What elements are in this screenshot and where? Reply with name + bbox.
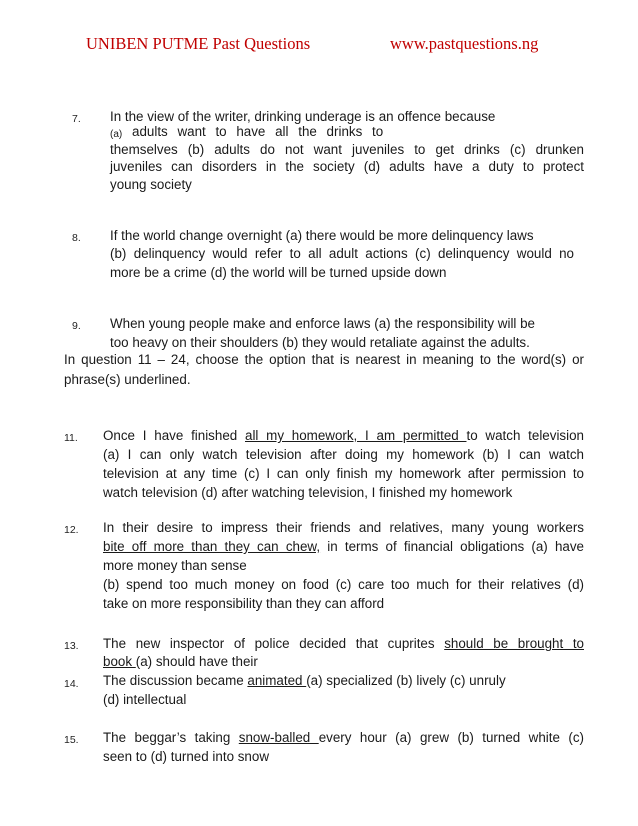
question-text: (d) intellectual [103,692,187,707]
question-number: 11. [64,432,78,444]
question-text: In the view of the writer, drinking underage is an offence because [110,109,496,124]
question-number: 15. [64,734,79,746]
question-text: take on more responsibility than they can afford [103,596,385,611]
question-text: The discussion became animated (a) specialized (b) lively (c) unruly [103,673,506,688]
underlined-phrase: bite off more than they can chew, [103,539,321,554]
question-text: The new inspector of police decided that cuprites should be brought to [103,636,584,651]
question-number: 14. [64,678,79,690]
question-number: 13. [64,640,79,652]
question-text: themselves (b) adults do not want juveniles to get drinks (c) drunken [110,142,584,157]
question-text: (b) spend too much money on food (c) care too much for their relatives (d) [103,577,584,592]
underlined-phrase: snow-balled [238,730,319,745]
question-text: (a) I can only watch television after doing my homework (b) I can watch [103,447,584,462]
question-text: too heavy on their shoulders (b) they would retaliate against the adults. [110,335,530,350]
question-number: 12. [64,524,79,536]
question-text: more money than sense [103,558,247,573]
question-number: 8. [72,232,81,244]
question-text: book (a) should have their [103,654,258,669]
question-text: seen to (d) turned into snow [103,749,269,764]
instruction-text: In question 11 – 24, choose the option that is nearest in meaning to the word(s) or [64,352,584,367]
header-title: UNIBEN PUTME Past Questions [86,34,311,53]
question-text: Once I have finished all my homework, I am permitted to watch television [103,428,584,443]
question-text: young society [110,177,192,192]
question-text: juveniles can disorders in the society (d) adults have a duty to protect [110,159,584,174]
question-text: The beggar’s taking snow-balled every hour (a) grew (b) turned white (c) [103,730,584,745]
page-header [0,34,638,60]
question-text: watch television (d) after watching television, I finished my homework [103,485,513,500]
instruction-text: phrase(s) underlined. [64,372,191,387]
question-text: If the world change overnight (a) there would be more delinquency laws [110,228,534,243]
question-text: (b) delinquency would refer to all adult actions (c) delinquency would no [110,246,574,261]
question-text: television at any time (c) I can only finish my homework after permission to [103,466,584,481]
underlined-phrase: should be brought to [444,636,584,651]
underlined-phrase: animated [247,673,307,688]
option-label: (a) [110,129,123,140]
underlined-phrase: book [103,654,136,669]
question-text: bite off more than they can chew, in terms of financial obligations (a) have [103,539,584,554]
question-text: adults want to have all the drinks to [132,124,384,139]
question-text: When young people make and enforce laws (a) the responsibility will be [110,316,536,331]
question-number: 7. [72,113,81,125]
question-text: In their desire to impress their friends and relatives, many young workers [103,520,584,535]
header-url: www.pastquestions.ng [390,34,539,53]
underlined-phrase: all my homework, I am permitted [245,428,467,443]
question-text: more be a crime (d) the world will be turned upside down [110,265,447,280]
question-number: 9. [72,320,81,332]
